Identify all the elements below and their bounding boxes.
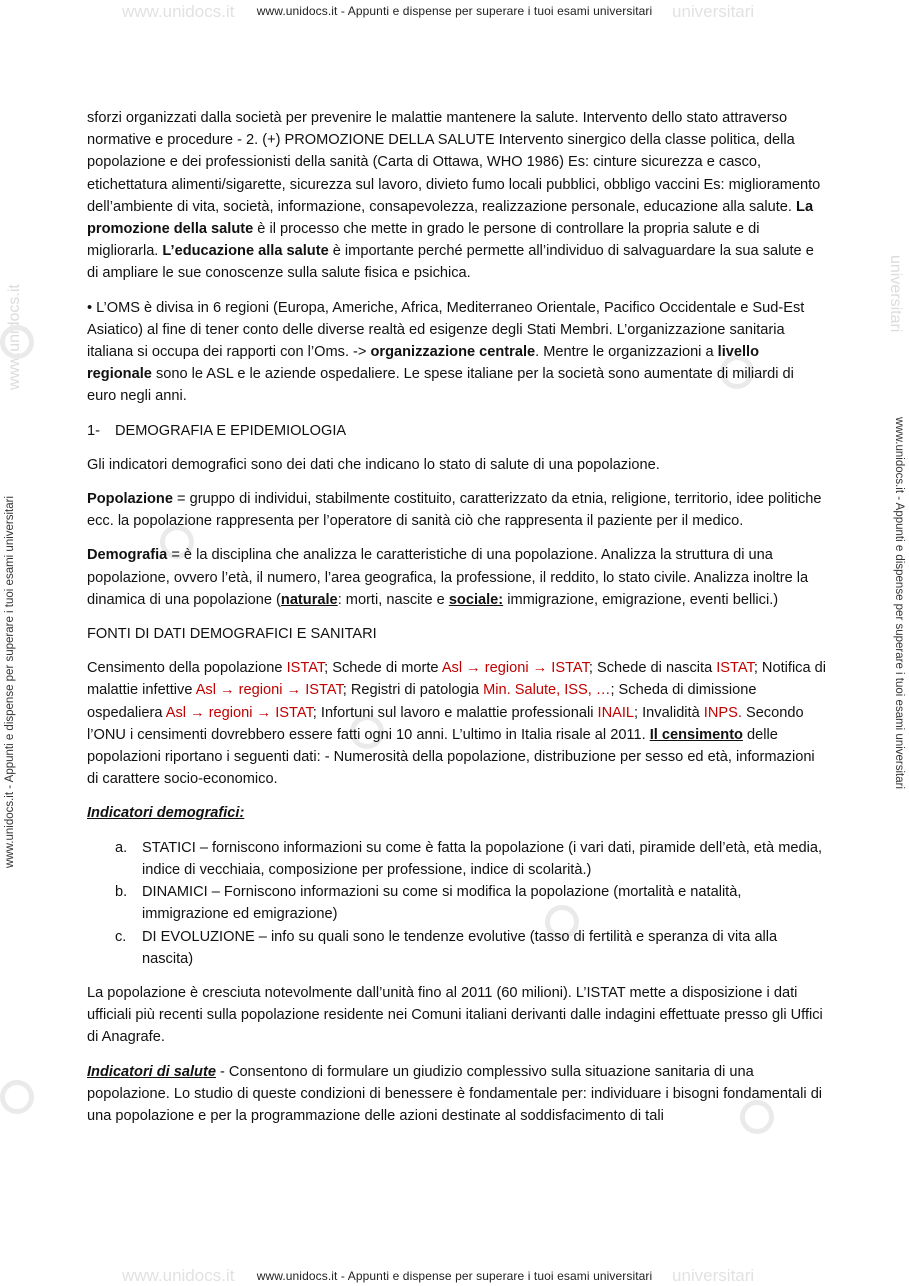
section-number: 1- bbox=[87, 422, 100, 439]
text-run: ; Registri di patologia bbox=[342, 682, 484, 699]
text-run: Secondo l’ONU i censimenti dovrebbero essere fatti ogni 10 anni. L’ultimo in Italia risale al 2011. bbox=[87, 704, 804, 743]
paragraph-indicatori-intro: Gli indicatori demografici sono dei dati che indicano lo stato di salute di una popolazione. bbox=[87, 456, 660, 473]
text-run: = è la disciplina che analizza le caratteristiche di una popolazione. Analizza la struttura di una popolazione, ovvero l’età, il numero, l’area geografica, la professione, il reddito, lo stato civile. Analizza inoltre la dinamica di una popolazione ( bbox=[87, 547, 809, 608]
bold-term: Demografia bbox=[87, 547, 168, 564]
text-run: ; Notifica di malattie infettive bbox=[87, 660, 827, 699]
text-run: ; Schede di morte bbox=[324, 660, 442, 677]
text-run: ; Infortuni sul lavoro e malattie professionali bbox=[312, 704, 598, 721]
watermark-faint-top-left: www.unidocs.it bbox=[122, 2, 235, 21]
section-title: DEMOGRAFIA E EPIDEMIOLOGIA bbox=[115, 422, 347, 439]
text-run: ; Scheda di dimissione ospedaliera bbox=[87, 682, 757, 721]
underlined-term: sociale: bbox=[448, 591, 504, 608]
text-run: immigrazione, emigrazione, eventi bellici.) bbox=[503, 591, 779, 608]
list-marker: b. bbox=[115, 884, 128, 901]
watermark-logo-icon bbox=[0, 325, 34, 359]
watermark-side-right-text: www.unidocs.it - Appunti e dispense per superare i tuoi esami universitari bbox=[893, 417, 905, 790]
paragraph-fonti bbox=[87, 657, 827, 790]
watermark-logo-icon bbox=[0, 1080, 34, 1114]
list-marker: a. bbox=[115, 839, 128, 856]
bold-term: La promozione della salute bbox=[87, 198, 814, 238]
section-heading-fonti bbox=[87, 623, 827, 645]
watermark-banner-bottom: www.unidocs.it - Appunti e dispense per superare i tuoi esami universitari bbox=[256, 1269, 653, 1283]
paragraph-demografia bbox=[87, 544, 827, 611]
bold-term: Popolazione bbox=[87, 491, 173, 508]
watermark-faint-side-left: www.unidocs.it bbox=[6, 284, 23, 390]
red-source: Min. Salute, ISS, … bbox=[483, 682, 611, 699]
paragraph-popolazione bbox=[87, 488, 827, 532]
section-title: FONTI DI DATI DEMOGRAFICI E SANITARI bbox=[87, 626, 377, 643]
list-item-text: STATICI – forniscono informazioni su come è fatta la popolazione (i vari dati, piramide dell’età, età media, indice di vecchiaia, composizione per professione, indice di scolarità.) bbox=[142, 839, 823, 878]
list-item bbox=[87, 881, 827, 925]
red-source: ISTAT bbox=[286, 660, 325, 677]
indicators-list bbox=[87, 837, 827, 970]
document-body bbox=[87, 107, 827, 1139]
red-source: Asl → regioni → ISTAT bbox=[165, 704, 313, 721]
list-item bbox=[87, 837, 827, 881]
red-source: INPS. bbox=[703, 704, 742, 721]
section-title: Indicatori demografici: bbox=[87, 805, 245, 822]
paragraph-promozione-salute bbox=[87, 107, 827, 285]
text-run: • L’OMS è divisa in 6 regioni (Europa, Americhe, Africa, Mediterraneo Orientale, Pacifico Occidentale e Sud-Est Asiatico) al fine di tener conto delle diverse realtà ed esigenze degli Stati Membri. L’organizzazione sanitaria italiana si occupa dei rapporti con l’Oms. -> bbox=[87, 299, 805, 361]
watermark-faint-side-right: universitari bbox=[887, 255, 904, 333]
text-run: è il processo che mette in grado le persone di controllare la propria salute e di migliorarla. bbox=[87, 221, 760, 260]
text-run: ; Schede di nascita bbox=[588, 660, 717, 677]
paragraph-indicatori-salute bbox=[87, 1061, 827, 1128]
red-source: ISTAT bbox=[716, 660, 754, 677]
text-run: = gruppo di individui, stabilmente costituito, caratterizzato da etnia, religione, territorio, idee politiche ecc. la popolazione rappresenta per l’operatore di sanità ciò che rappresenta il paziente per il medico. bbox=[87, 491, 822, 530]
underlined-term: naturale bbox=[280, 591, 338, 608]
section-heading-demografia bbox=[87, 420, 827, 442]
text-run: . Mentre le organizzazioni a bbox=[535, 344, 718, 361]
text-run: è importante perché permette all’individuo di salvaguardare la sua salute e di ampliare le sue conoscenze sulla salute fisica e psichica. bbox=[87, 243, 814, 282]
watermark-side-right bbox=[888, 415, 908, 870]
watermark-faint-bottom-right: universitari bbox=[672, 1266, 755, 1285]
red-source: Asl → regioni → ISTAT bbox=[195, 682, 343, 699]
list-item-text: DI EVOLUZIONE – info su quali sono le tendenze evolutive (tasso di fertilità e speranza di vita alla nascita) bbox=[142, 928, 778, 967]
red-source: INAIL bbox=[597, 704, 635, 721]
list-marker: c. bbox=[115, 928, 127, 945]
bold-term: livello regionale bbox=[87, 344, 760, 383]
text-run: - Consentono di formulare un giudizio complessivo sulla situazione sanitaria di una popolazione. Lo studio di queste condizioni di benessere è fondamentale per: individuare i bisogni fondamentali di una popolazione e per la programmazione delle azioni destinate al soddisfacimento di tali bbox=[87, 1063, 823, 1124]
watermark-side-left-text: www.unidocs.it - Appunti e dispense per superare i tuoi esami universitari bbox=[4, 495, 16, 868]
underlined-term: Indicatori di salute bbox=[87, 1063, 216, 1080]
red-source: Asl → regioni → ISTAT bbox=[441, 660, 589, 677]
watermark-faint-bottom-left: www.unidocs.it bbox=[122, 1266, 235, 1285]
bold-term: L’educazione alla salute bbox=[162, 243, 329, 260]
bold-term: organizzazione centrale bbox=[370, 344, 536, 361]
text-run: ; Invalidità bbox=[634, 704, 704, 721]
text-run: sforzi organizzati dalla società per prevenire le malattie mantenere la salute. Intervento dello stato attraverso normative e procedure - 2. (+) PROMOZIONE DELLA SALUTE Intervento sinergico della classe politica, della popolazione e dei professionisti della sanità (Carta di Ottawa, WHO 1986) Es: cinture sicurezza e casco, etichettatura alimenti/sigarette, sicurezza sul lavoro, divieto fumo locali pubblici, obbligo vaccini Es: miglioramento dell’ambiente di vita, società, informazione, consapevolezza, realizzazione personale, educazione alla salute. bbox=[87, 110, 821, 215]
watermark-banner-top: www.unidocs.it - Appunti e dispense per superare i tuoi esami universitari bbox=[256, 4, 653, 18]
text-run: delle popolazioni riportano i seguenti dati: - Numerosità della popolazione, distribuzione per sesso ed età, informazioni di carattere socio-economico. bbox=[87, 726, 815, 788]
text-run: sono le ASL e le aziende ospedaliere. Le spese italiane per la società sono aumentate di miliardi di euro negli anni. bbox=[87, 366, 794, 405]
text-run: Censimento della popolazione bbox=[87, 660, 287, 677]
list-item bbox=[87, 926, 827, 970]
watermark-faint-top-right: universitari bbox=[672, 2, 755, 21]
underlined-term: Il censimento bbox=[649, 726, 743, 743]
list-item-text: DINAMICI – Forniscono informazioni su come si modifica la popolazione (mortalità e natalità, immigrazione ed emigrazione) bbox=[142, 884, 742, 923]
paragraph-popolazione-crescita: La popolazione è cresciuta notevolmente dall’unità fino al 2011 (60 milioni). L’ISTAT mette a disposizione i dati ufficiali più recenti sulla popolazione residente nei Comuni italiani derivanti dalle indagini effettuate presso gli Uffici di Anagrafe. bbox=[87, 984, 823, 1046]
paragraph-oms bbox=[87, 297, 827, 408]
text-run: : morti, nascite e bbox=[337, 591, 449, 608]
section-heading-indicatori-demografici bbox=[87, 802, 827, 824]
watermark-side-left bbox=[1, 430, 21, 870]
